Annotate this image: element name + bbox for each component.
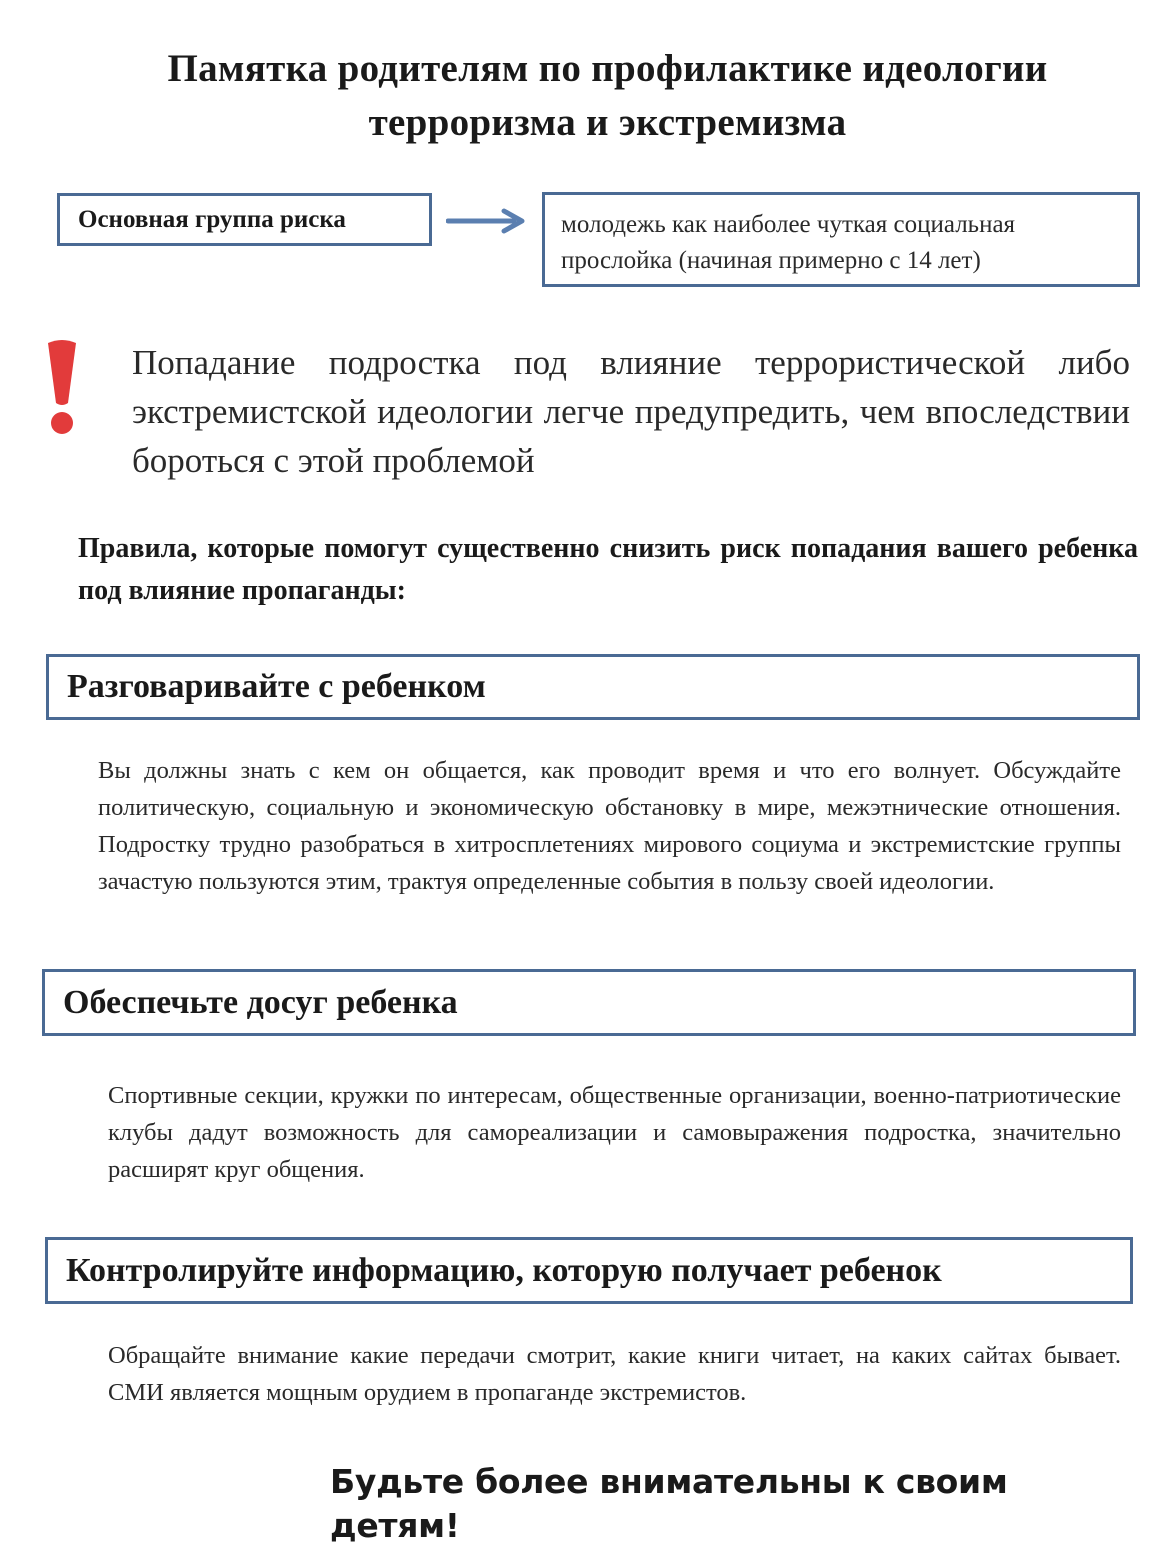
footer-call-to-action: Будьте более внимательны к своим детям! xyxy=(330,1462,1008,1545)
section-text-talk: Вы должны знать с кем он общается, как проводит время и что его волнует. Обсуждайте политическую, социальную и экономическую обстановку в мире, межэтнические отношения. Подростку трудно разобраться в хитросплетениях мирового социума и экстремистские группы зачастую пользуются этим, трактуя определенные события в пользу своей идеологии. xyxy=(98,757,1121,895)
section-heading-talk xyxy=(46,654,1140,720)
risk-group-description-line-1: молодежь как наиболее чуткая социальная xyxy=(561,211,1016,238)
section-text-leisure: Спортивные секции, кружки по интересам, общественные организации, военно-патриотические клубы дадут возможность для самореализации и самовыражения подростка, значительно расширят круг общения. xyxy=(108,1082,1121,1183)
exclamation-icon xyxy=(40,337,84,437)
page-title-line-2: терроризма и экстремизма xyxy=(368,101,847,144)
risk-group-label-box xyxy=(57,193,432,246)
section-text-information: Обращайте внимание какие передачи смотрит, какие книги читает, на каких сайтах бывает. СМИ является мощным орудием в пропаганде экстремистов. xyxy=(108,1342,1121,1406)
warning-statement: Попадание подростка под влияние террористической либо экстремистской идеологии легче предупредить, чем впоследствии бороться с этой проблемой xyxy=(132,343,1130,480)
section-heading-leisure xyxy=(42,969,1136,1036)
risk-group-description-line-2: прослойка (начиная примерно с 14 лет) xyxy=(561,247,981,274)
section-heading-information xyxy=(45,1237,1133,1304)
page-title xyxy=(60,42,1155,150)
section-heading-talk-label: Разговаривайте с ребенком xyxy=(67,668,486,705)
rules-heading: Правила, которые помогут существенно снизить риск попадания вашего ребенка под влияние пропаганды: xyxy=(78,533,1138,606)
section-heading-leisure-label: Обеспечьте досуг ребенка xyxy=(63,983,458,1021)
page-title-line-1: Памятка родителям по профилактике идеологии xyxy=(167,47,1048,90)
arrow-right-icon xyxy=(446,208,526,234)
section-heading-information-label: Контролируйте информацию, которую получает ребенок xyxy=(66,1251,942,1289)
risk-group-description-box xyxy=(542,192,1140,287)
risk-group-label: Основная группа риска xyxy=(78,205,346,233)
